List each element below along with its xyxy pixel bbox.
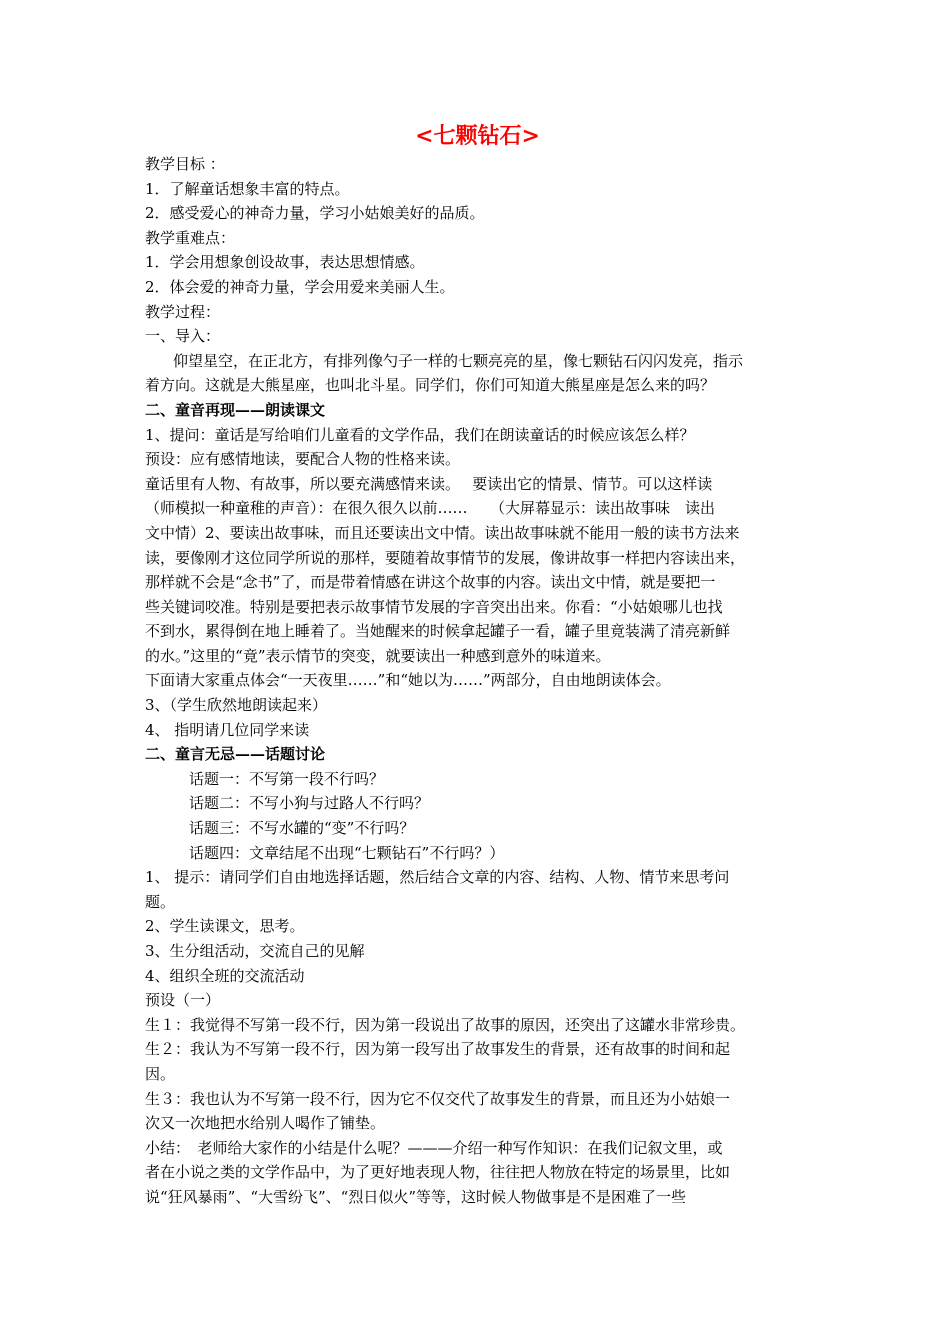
text-line: 那样就不会是“念书”了，而是带着情感在讲这个故事的内容。读出文中情，就是要把一 <box>145 573 716 592</box>
text-line: 些关键词咬准。特别是要把表示故事情节发展的字音突出出来。你看：“小姑娘哪儿也找 <box>145 597 723 616</box>
text-line: 4、组织全班的交流活动 <box>145 966 305 985</box>
text-line: 1．了解童话想象丰富的特点。 <box>145 179 350 198</box>
text-line: 题。 <box>145 892 176 911</box>
text-line: 1．学会用想象创设故事，表达思想情感。 <box>145 253 425 272</box>
text-line: 2．感受爱心的神奇力量，学习小姑娘美好的品质。 <box>145 204 485 223</box>
text-line: 小结： 老师给大家作的小结是什么呢？———介绍一种写作知识：在我们记叙文里，或 <box>145 1138 723 1157</box>
text-line: 预设（一） <box>145 991 221 1010</box>
text-line: 1、提问：童话是写给咱们儿童看的文学作品，我们在朗读童话的时候应该怎么样？ <box>145 425 695 444</box>
text-line: 生３：我也认为不写第一段不行，因为它不仅交代了故事发生的背景，而且还为小姑娘一 <box>145 1089 731 1108</box>
text-line: 话题四：文章结尾不出现“七颗钻石”不行吗？） <box>189 843 505 862</box>
text-line: 话题二：不写小狗与过路人不行吗？ <box>189 794 430 813</box>
text-line: 生１：我觉得不写第一段不行，因为第一段说出了故事的原因，还突出了这罐水非常珍贵。 <box>145 1015 746 1034</box>
text-line: 着方向。这就是大熊星座，也叫北斗星。同学们，你们可知道大熊星座是怎么来的吗？ <box>145 376 716 395</box>
text-line: 2．体会爱的神奇力量，学会用爱来美丽人生。 <box>145 277 455 296</box>
text-line: 者在小说之类的文学作品中，为了更好地表现人物，往往把人物放在特定的场景里，比如 <box>145 1163 731 1182</box>
text-line: 1、 提示：请同学们自由地选择话题，然后结合文章的内容、结构、人物、情节来思考问 <box>145 868 730 887</box>
text-line: 生２：我认为不写第一段不行，因为第一段写出了故事发生的背景，还有故事的时间和起 <box>145 1040 731 1059</box>
text-line: 教学重难点： <box>145 228 236 247</box>
text-line: 次又一次地把水给别人喝作了铺垫。 <box>145 1114 386 1133</box>
text-line: 4、 指明请几位同学来读 <box>145 720 310 739</box>
text-line: 文中情）2、要读出故事味，而且还要读出文中情。读出故事味就不能用一般的读书方法来 <box>145 523 740 542</box>
text-line: 教学目标 ： <box>145 155 225 173</box>
text-line: 说“狂风暴雨”、“大雪纷飞”、“烈日似火”等等，这时候人物做事是不是困难了一些 <box>145 1187 687 1206</box>
text-line: 的水。”这里的“竟”表示情节的突变，就要读出一种感到意外的味道来。 <box>145 646 611 665</box>
text-line: 读，要像刚才这位同学所说的那样，要随着故事情节的发展，像讲故事一样把内容读出来， <box>145 548 746 567</box>
section-heading: 二、童言无忌——话题讨论 <box>145 745 326 764</box>
text-line: （师模拟一种童稚的声音）：在很久很久以前…… （大屏幕显示：读出故事味 读出 <box>145 499 716 518</box>
text-line: 预设：应有感情地读，要配合人物的性格来读。 <box>145 450 461 469</box>
text-line: 3、生分组活动，交流自己的见解 <box>145 942 365 960</box>
text-line: 一、导入： <box>145 327 221 346</box>
document-page <box>145 120 810 1210</box>
document-title: <七颗钻石> <box>415 123 540 149</box>
text-line: 因。 <box>145 1064 176 1083</box>
section-heading: 二、童音再现——朗读课文 <box>145 400 326 419</box>
text-line: 2、学生读课文，思考。 <box>145 917 305 936</box>
text-line: 下面请大家重点体会“一天夜里……”和“她以为……”两部分，自由地朗读体会。 <box>145 671 671 690</box>
text-line: 仰望星空，在正北方，有排列像勺子一样的七颗亮亮的星，像七颗钻石闪闪发亮，指示 <box>173 351 744 370</box>
text-line: 不到水，累得倒在地上睡着了。当她醒来的时候拿起罐子一看，罐子里竟装满了清亮新鲜 <box>145 622 731 641</box>
text-line: 话题三：不写水罐的“变”不行吗？ <box>189 819 415 838</box>
text-line: 3、（学生欣然地朗读起来） <box>145 696 328 715</box>
text-line: 话题一：不写第一段不行吗？ <box>189 769 385 788</box>
document-body <box>145 152 810 1210</box>
text-line: 童话里有人物、有故事，所以要充满感情来读。 要读出它的情景、情节。可以这样读 <box>145 474 713 493</box>
text-line: 教学过程： <box>145 302 221 321</box>
